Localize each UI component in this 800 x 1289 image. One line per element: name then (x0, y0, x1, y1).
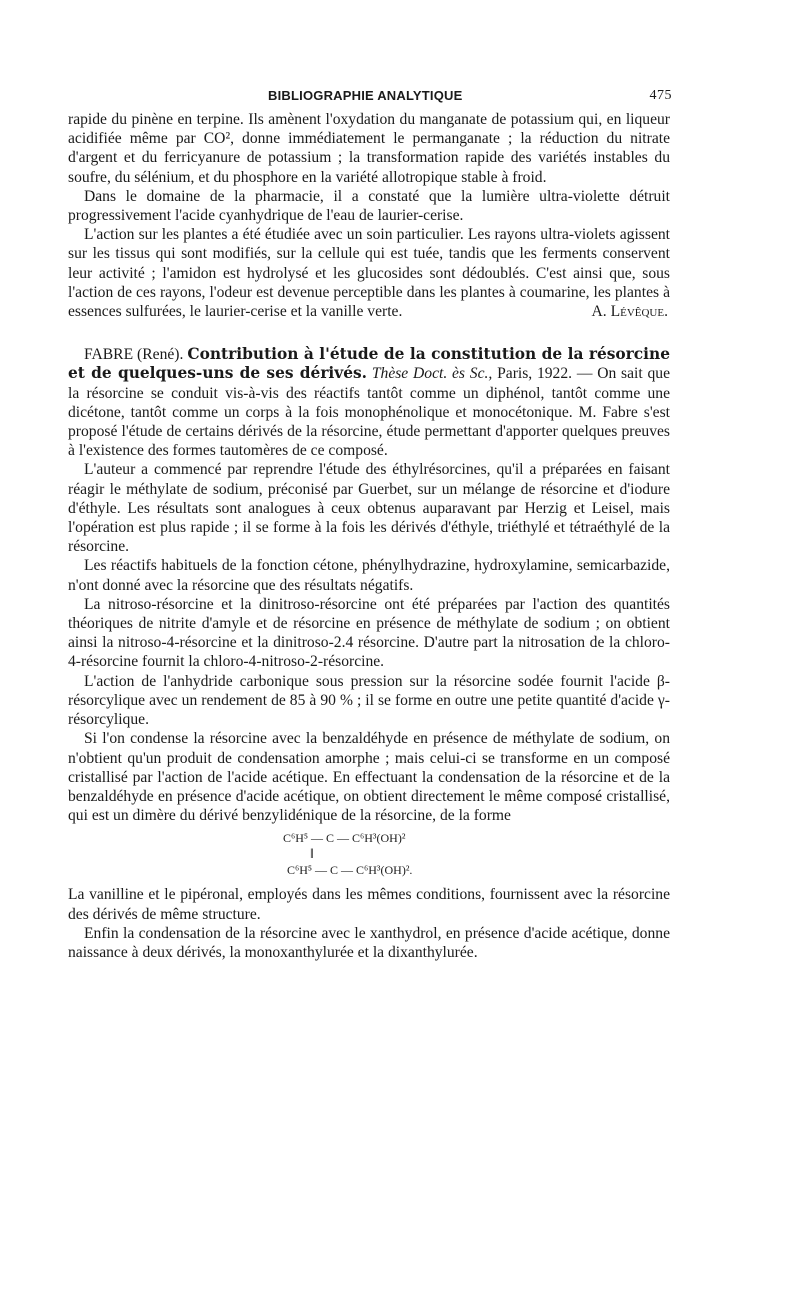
section-gap (68, 321, 670, 345)
entry-source: Thèse Doct. ès Sc., (371, 365, 493, 383)
formula-line: C⁶H⁵ — C — C⁶H³(OH)² (283, 831, 406, 846)
paragraph-text: L'action sur les plantes a été étudiée avec un soin particulier. Les rayons ultra-violets agissent sur les tissus qui sont modifiés, sur la cellule qui est tuée, tandis que les ferments conservent leur activité ; l'amidon est hydrolysé et les glucosides sont dédoublés. C'est ainsi que, sous l'action de ces rayons, l'odeur est devenue perceptible dans les plantes à coumarine, les plantes à essences sulfurées, le laurier-cerise et la vanille verte. (68, 226, 670, 321)
paragraph: Dans le domaine de la pharmacie, il a constaté que la lumière ultra-violette détruit progressivement l'acide cyanhydrique de l'eau de laurier-cerise. (68, 187, 670, 225)
paragraph: L'action de l'anhydride carbonique sous pression sur la résorcine sodée fournit l'acide β-résorcylique avec un rendement de 85 à 90 % ; il se forme en outre une petite quantité d'acide γ-résorcylique. (68, 672, 670, 729)
running-title: BIBLIOGRAPHIE ANALYTIQUE (268, 88, 463, 103)
paragraph (68, 225, 670, 321)
formula-double-bond: ‖ (310, 847, 314, 863)
paragraph: La vanilline et le pipéronal, employés dans les mêmes conditions, fournissent avec la résorcine des dérivés de même structure. (68, 886, 670, 923)
paragraph: Si l'on condense la résorcine avec la benzaldéhyde en présence de méthylate de sodium, on n'obtient qu'un produit de condensation amorphe ; mais celui-ci se transforme en un composé cristallisé par l'action de l'acide acétique. En effectuant la condensation de la résorcine et de la benzaldéhyde en présence d'acide acétique, on obtient directement le même composé cristallisé, qui est un dimère du dérivé benzylidénique de la résorcine, de la forme (68, 730, 670, 825)
chemical-formula (68, 827, 670, 885)
page-number: 475 (649, 88, 672, 103)
signature: A. Lévêque. (591, 303, 668, 321)
entry-author: FABRE (René). (84, 346, 184, 364)
paragraph: La nitroso-résorcine et la dinitroso-résorcine ont été préparées par l'action des quantités théoriques de nitrite d'amyle et de résorcine en présence de méthylate de sodium ; on obtient ainsi la nitroso-4-résorcine et la dinitroso-2.4 résorcine. D'autre part la nitrosation de la chloro-4-résorcine fournit la chloro-4-nitroso-2-résorcine. (68, 595, 670, 671)
running-head (68, 88, 670, 110)
entry-intro: Paris, 1922. — On sait que la résorcine se conduit vis-à-vis des réactifs tantôt comme un diphénol, tantôt comme une dicétone, tantôt comme un corps à la fois monophénolique et monocétonique. M. Fabre s'est proposé l'étude de certains dérivés de la résorcine, étude permettant d'apporter quelques preuves à l'existence des formes tautomères de ce composé. (68, 365, 671, 460)
paragraph: Enfin la condensation de la résorcine avec le xanthydrol, en présence d'acide acétique, donne naissance à deux dérivés, la monoxanthylurée et la dixanthylurée. (68, 924, 670, 961)
entry-title: Contribution à l'étude de la constitution de la résorcine et de quelques-uns de ses dérivés. (68, 345, 670, 383)
paragraph: rapide du pinène en terpine. Ils amènent l'oxydation du manganate de potassium qui, en liqueur acidifiée même par CO², donne immédiatement le permanganate ; la réduction du nitrate d'argent et du ferricyanure de potassium ; la transformation rapide des variétés instables du soufre, du sélénium, et du phosphore en la variété allotropique stable à froid. (68, 111, 670, 186)
document-page (68, 88, 670, 962)
paragraph: L'auteur a commencé par reprendre l'étude des éthylrésorcines, qu'il a préparées en faisant réagir le méthylate de sodium, préconisé par Guerbet, sur un mélange de résorcine et d'iodure d'éthyle. Les résultats sont analogues à ceux obtenus auparavant par Herzig et Leisel, mais l'opération est plus rapide ; il se forme à la fois les dérivés d'éthyle, triéthylé et tétraéthylé de la résorcine. (68, 461, 670, 556)
paragraph: Les réactifs habituels de la fonction cétone, phénylhydrazine, hydroxylamine, semicarbazide, n'ont donné avec la résorcine que des résultats négatifs. (68, 557, 670, 594)
entry-heading (68, 345, 670, 460)
formula-line: C⁶H⁵ — C — C⁶H³(OH)². (287, 863, 413, 878)
